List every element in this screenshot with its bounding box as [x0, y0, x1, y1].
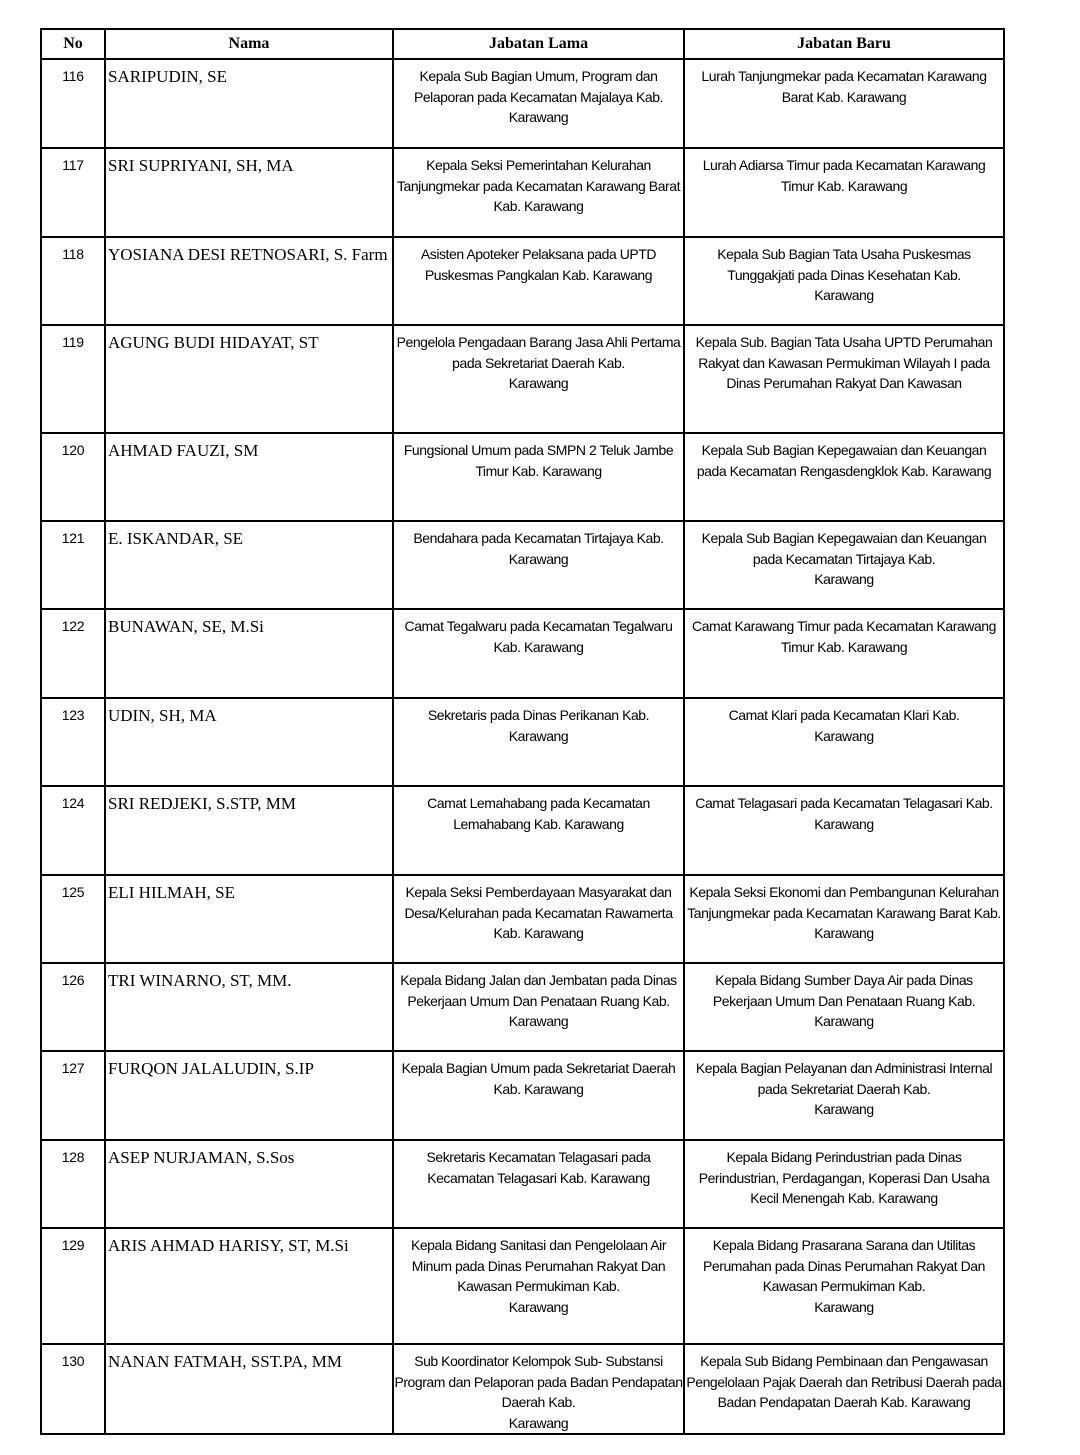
row-name: UDIN, SH, MA: [105, 698, 393, 786]
table-row: [41, 325, 1004, 433]
row-jabatan-baru: Camat Karawang Timur pada Kecamatan Karawang Timur Kab. Karawang: [684, 609, 1004, 698]
row-jabatan-baru: Kepala Seksi Ekonomi dan Pembangunan Kelurahan Tanjungmekar pada Kecamatan Karawang Barat Kab. Karawang: [684, 875, 1004, 963]
row-jabatan-baru: Kepala Sub. Bagian Tata Usaha UPTD Perumahan Rakyat dan Kawasan Permukiman Wilayah I pada Dinas Perumahan Rakyat Dan Kawasan: [684, 325, 1004, 433]
row-jabatan-baru: Kepala Bidang Prasarana Sarana dan Utilitas Perumahan pada Dinas Perumahan Rakyat Dan Kawasan Permukiman Kab. Karawang: [684, 1228, 1004, 1344]
row-jabatan-lama: Asisten Apoteker Pelaksana pada UPTD Puskesmas Pangkalan Kab. Karawang: [393, 237, 684, 325]
table-row: [41, 148, 1004, 237]
row-jabatan-lama: Kepala Sub Bagian Umum, Program dan Pelaporan pada Kecamatan Majalaya Kab. Karawang: [393, 59, 684, 148]
row-name: FURQON JALALUDIN, S.IP: [105, 1051, 393, 1140]
row-name: TRI WINARNO, ST, MM.: [105, 963, 393, 1051]
row-number: 127: [41, 1051, 105, 1140]
table-row: [41, 433, 1004, 521]
row-number: 121: [41, 521, 105, 609]
row-jabatan-lama: Pengelola Pengadaan Barang Jasa Ahli Pertama pada Sekretariat Daerah Kab. Karawang: [393, 325, 684, 433]
table-row: [41, 1051, 1004, 1140]
header-jabatan-lama: Jabatan Lama: [393, 29, 684, 59]
row-jabatan-baru: Lurah Adiarsa Timur pada Kecamatan Karawang Timur Kab. Karawang: [684, 148, 1004, 237]
row-jabatan-lama: Camat Tegalwaru pada Kecamatan Tegalwaru Kab. Karawang: [393, 609, 684, 698]
table-row: [41, 963, 1004, 1051]
row-name: ELI HILMAH, SE: [105, 875, 393, 963]
row-jabatan-baru: Kepala Bagian Pelayanan dan Administrasi Internal pada Sekretariat Daerah Kab. Karawang: [684, 1051, 1004, 1140]
header-nama: Nama: [105, 29, 393, 59]
row-name: YOSIANA DESI RETNOSARI, S. Farm: [105, 237, 393, 325]
row-jabatan-baru: Lurah Tanjungmekar pada Kecamatan Karawang Barat Kab. Karawang: [684, 59, 1004, 148]
row-jabatan-baru: Camat Klari pada Kecamatan Klari Kab. Karawang: [684, 698, 1004, 786]
row-number: 126: [41, 963, 105, 1051]
table-row: [41, 875, 1004, 963]
row-jabatan-lama: Kepala Bidang Sanitasi dan Pengelolaan Air Minum pada Dinas Perumahan Rakyat Dan Kawasan Permukiman Kab. Karawang: [393, 1228, 684, 1344]
row-name: AGUNG BUDI HIDAYAT, ST: [105, 325, 393, 433]
table-row: [41, 1140, 1004, 1228]
row-number: 128: [41, 1140, 105, 1228]
row-number: 123: [41, 698, 105, 786]
table-row: [41, 59, 1004, 148]
header-jabatan-baru: Jabatan Baru: [684, 29, 1004, 59]
row-number: 129: [41, 1228, 105, 1344]
row-number: 130: [41, 1344, 105, 1434]
row-jabatan-lama: Kepala Bidang Jalan dan Jembatan pada Dinas Pekerjaan Umum Dan Penataan Ruang Kab. Karawang: [393, 963, 684, 1051]
row-name: SRI SUPRIYANI, SH, MA: [105, 148, 393, 237]
row-name: AHMAD FAUZI, SM: [105, 433, 393, 521]
row-number: 120: [41, 433, 105, 521]
row-name: SARIPUDIN, SE: [105, 59, 393, 148]
table-row: [41, 1344, 1004, 1434]
row-jabatan-lama: Sekretaris pada Dinas Perikanan Kab. Karawang: [393, 698, 684, 786]
row-jabatan-baru: Kepala Sub Bagian Tata Usaha Puskesmas Tunggakjati pada Dinas Kesehatan Kab. Karawang: [684, 237, 1004, 325]
row-name: SRI REDJEKI, S.STP, MM: [105, 786, 393, 875]
personnel-table: [40, 28, 1005, 1435]
row-jabatan-baru: Kepala Sub Bidang Pembinaan dan Pengawasan Pengelolaan Pajak Daerah dan Retribusi Daerah pada Badan Pendapatan Daerah Kab. Karawang: [684, 1344, 1004, 1434]
table-row: [41, 609, 1004, 698]
row-jabatan-lama: Sekretaris Kecamatan Telagasari pada Kecamatan Telagasari Kab. Karawang: [393, 1140, 684, 1228]
row-jabatan-lama: Kepala Seksi Pemerintahan Kelurahan Tanjungmekar pada Kecamatan Karawang Barat Kab. Karawang: [393, 148, 684, 237]
row-number: 116: [41, 59, 105, 148]
header-no: No: [41, 29, 105, 59]
row-name: ASEP NURJAMAN, S.Sos: [105, 1140, 393, 1228]
table-row: [41, 521, 1004, 609]
table-row: [41, 698, 1004, 786]
row-number: 122: [41, 609, 105, 698]
row-jabatan-baru: Camat Telagasari pada Kecamatan Telagasari Kab. Karawang: [684, 786, 1004, 875]
row-name: NANAN FATMAH, SST.PA, MM: [105, 1344, 393, 1434]
table-row: [41, 1228, 1004, 1344]
row-number: 117: [41, 148, 105, 237]
row-number: 125: [41, 875, 105, 963]
row-number: 124: [41, 786, 105, 875]
row-jabatan-baru: Kepala Bidang Perindustrian pada Dinas Perindustrian, Perdagangan, Koperasi Dan Usaha Kecil Menengah Kab. Karawang: [684, 1140, 1004, 1228]
table-row: [41, 237, 1004, 325]
table-row: [41, 786, 1004, 875]
row-jabatan-lama: Sub Koordinator Kelompok Sub- Substansi Program dan Pelaporan pada Badan Pendapatan Daerah Kab. Karawang: [393, 1344, 684, 1434]
row-jabatan-baru: Kepala Sub Bagian Kepegawaian dan Keuangan pada Kecamatan Rengasdengklok Kab. Karawang: [684, 433, 1004, 521]
row-jabatan-baru: Kepala Bidang Sumber Daya Air pada Dinas Pekerjaan Umum Dan Penataan Ruang Kab. Karawang: [684, 963, 1004, 1051]
row-number: 119: [41, 325, 105, 433]
row-jabatan-lama: Kepala Seksi Pemberdayaan Masyarakat dan Desa/Kelurahan pada Kecamatan Rawamerta Kab. Karawang: [393, 875, 684, 963]
row-jabatan-lama: Fungsional Umum pada SMPN 2 Teluk Jambe Timur Kab. Karawang: [393, 433, 684, 521]
row-jabatan-lama: Bendahara pada Kecamatan Tirtajaya Kab. Karawang: [393, 521, 684, 609]
row-name: BUNAWAN, SE, M.Si: [105, 609, 393, 698]
header-row: [41, 29, 1004, 59]
row-name: ARIS AHMAD HARISY, ST, M.Si: [105, 1228, 393, 1344]
row-jabatan-lama: Kepala Bagian Umum pada Sekretariat Daerah Kab. Karawang: [393, 1051, 684, 1140]
row-jabatan-baru: Kepala Sub Bagian Kepegawaian dan Keuangan pada Kecamatan Tirtajaya Kab. Karawang: [684, 521, 1004, 609]
row-jabatan-lama: Camat Lemahabang pada Kecamatan Lemahabang Kab. Karawang: [393, 786, 684, 875]
row-number: 118: [41, 237, 105, 325]
row-name: E. ISKANDAR, SE: [105, 521, 393, 609]
